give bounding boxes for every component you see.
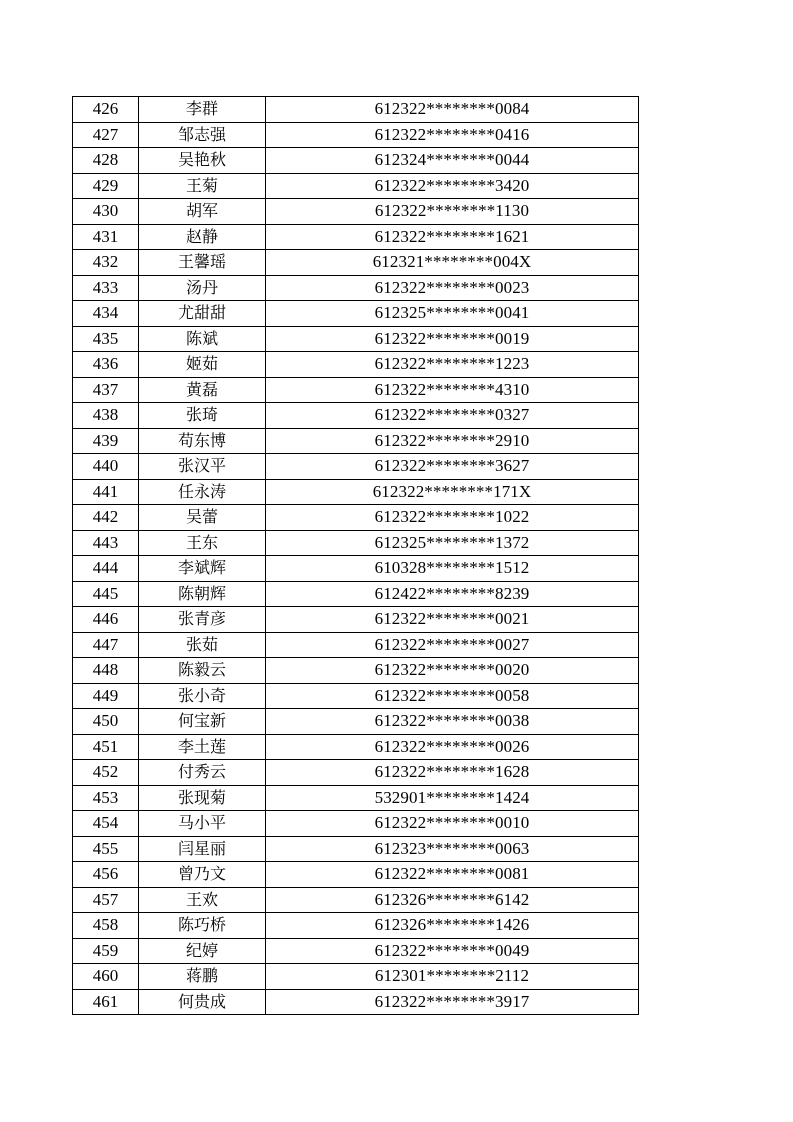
row-number-cell: 435 (73, 326, 139, 352)
name-cell: 陈巧桥 (139, 913, 266, 939)
name-cell: 李土莲 (139, 734, 266, 760)
id-number-cell: 612322********0084 (266, 97, 639, 123)
table-row (73, 454, 639, 480)
name-cell: 胡军 (139, 199, 266, 225)
table-row (73, 632, 639, 658)
row-number-cell: 440 (73, 454, 139, 480)
row-number-cell: 459 (73, 938, 139, 964)
row-number-cell: 452 (73, 760, 139, 786)
id-number-cell: 612322********3627 (266, 454, 639, 480)
table-row (73, 505, 639, 531)
row-number-cell: 427 (73, 122, 139, 148)
name-cell: 何贵成 (139, 989, 266, 1015)
id-number-cell: 612326********1426 (266, 913, 639, 939)
table-row (73, 403, 639, 429)
id-number-cell: 612322********1621 (266, 224, 639, 250)
row-number-cell: 455 (73, 836, 139, 862)
id-number-cell: 612321********004X (266, 250, 639, 276)
row-number-cell: 434 (73, 301, 139, 327)
roster-table (72, 96, 639, 1015)
row-number-cell: 457 (73, 887, 139, 913)
name-cell: 李群 (139, 97, 266, 123)
name-cell: 吴蕾 (139, 505, 266, 531)
name-cell: 王欢 (139, 887, 266, 913)
id-number-cell: 612322********0327 (266, 403, 639, 429)
table-row (73, 173, 639, 199)
row-number-cell: 453 (73, 785, 139, 811)
row-number-cell: 432 (73, 250, 139, 276)
table-row (73, 275, 639, 301)
table-row (73, 938, 639, 964)
id-number-cell: 612322********1223 (266, 352, 639, 378)
table-row (73, 709, 639, 735)
row-number-cell: 439 (73, 428, 139, 454)
name-cell: 张青彦 (139, 607, 266, 633)
row-number-cell: 450 (73, 709, 139, 735)
id-number-cell: 612324********0044 (266, 148, 639, 174)
row-number-cell: 429 (73, 173, 139, 199)
name-cell: 张汉平 (139, 454, 266, 480)
table-row (73, 887, 639, 913)
row-number-cell: 454 (73, 811, 139, 837)
name-cell: 蒋鹏 (139, 964, 266, 990)
row-number-cell: 444 (73, 556, 139, 582)
table-row (73, 989, 639, 1015)
id-number-cell: 610328********1512 (266, 556, 639, 582)
id-number-cell: 612322********0010 (266, 811, 639, 837)
table-row (73, 836, 639, 862)
roster-table-body (73, 97, 639, 1015)
row-number-cell: 447 (73, 632, 139, 658)
row-number-cell: 431 (73, 224, 139, 250)
name-cell: 邹志强 (139, 122, 266, 148)
table-row (73, 734, 639, 760)
row-number-cell: 460 (73, 964, 139, 990)
row-number-cell: 456 (73, 862, 139, 888)
id-number-cell: 612301********2112 (266, 964, 639, 990)
table-row (73, 862, 639, 888)
table-row (73, 760, 639, 786)
name-cell: 王东 (139, 530, 266, 556)
id-number-cell: 612322********3917 (266, 989, 639, 1015)
name-cell: 黄磊 (139, 377, 266, 403)
row-number-cell: 430 (73, 199, 139, 225)
table-row (73, 479, 639, 505)
id-number-cell: 612322********0049 (266, 938, 639, 964)
table-row (73, 785, 639, 811)
name-cell: 汤丹 (139, 275, 266, 301)
id-number-cell: 612322********1628 (266, 760, 639, 786)
name-cell: 张小奇 (139, 683, 266, 709)
table-row (73, 352, 639, 378)
row-number-cell: 436 (73, 352, 139, 378)
name-cell: 王菊 (139, 173, 266, 199)
name-cell: 张茹 (139, 632, 266, 658)
row-number-cell: 442 (73, 505, 139, 531)
id-number-cell: 612322********0026 (266, 734, 639, 760)
row-number-cell: 443 (73, 530, 139, 556)
id-number-cell: 612322********1130 (266, 199, 639, 225)
name-cell: 付秀云 (139, 760, 266, 786)
row-number-cell: 438 (73, 403, 139, 429)
row-number-cell: 441 (73, 479, 139, 505)
id-number-cell: 612322********3420 (266, 173, 639, 199)
row-number-cell: 445 (73, 581, 139, 607)
id-number-cell: 612323********0063 (266, 836, 639, 862)
name-cell: 陈朝辉 (139, 581, 266, 607)
row-number-cell: 449 (73, 683, 139, 709)
row-number-cell: 437 (73, 377, 139, 403)
id-number-cell: 612322********0023 (266, 275, 639, 301)
table-row (73, 811, 639, 837)
id-number-cell: 612322********171X (266, 479, 639, 505)
table-row (73, 964, 639, 990)
name-cell: 纪婷 (139, 938, 266, 964)
id-number-cell: 612325********0041 (266, 301, 639, 327)
id-number-cell: 612322********1022 (266, 505, 639, 531)
row-number-cell: 446 (73, 607, 139, 633)
row-number-cell: 433 (73, 275, 139, 301)
name-cell: 李斌辉 (139, 556, 266, 582)
name-cell: 曾乃文 (139, 862, 266, 888)
name-cell: 尤甜甜 (139, 301, 266, 327)
table-row (73, 581, 639, 607)
id-number-cell: 532901********1424 (266, 785, 639, 811)
table-row (73, 530, 639, 556)
table-row (73, 148, 639, 174)
id-number-cell: 612325********1372 (266, 530, 639, 556)
id-number-cell: 612322********2910 (266, 428, 639, 454)
name-cell: 苟东博 (139, 428, 266, 454)
id-number-cell: 612422********8239 (266, 581, 639, 607)
name-cell: 马小平 (139, 811, 266, 837)
row-number-cell: 448 (73, 658, 139, 684)
table-row (73, 250, 639, 276)
name-cell: 任永涛 (139, 479, 266, 505)
table-row (73, 607, 639, 633)
row-number-cell: 428 (73, 148, 139, 174)
table-row (73, 428, 639, 454)
name-cell: 闫星丽 (139, 836, 266, 862)
table-row (73, 97, 639, 123)
id-number-cell: 612322********4310 (266, 377, 639, 403)
table-row (73, 377, 639, 403)
id-number-cell: 612322********0019 (266, 326, 639, 352)
name-cell: 赵静 (139, 224, 266, 250)
name-cell: 王馨瑶 (139, 250, 266, 276)
id-number-cell: 612322********0081 (266, 862, 639, 888)
row-number-cell: 458 (73, 913, 139, 939)
id-number-cell: 612322********0416 (266, 122, 639, 148)
id-number-cell: 612322********0038 (266, 709, 639, 735)
row-number-cell: 461 (73, 989, 139, 1015)
table-row (73, 301, 639, 327)
name-cell: 张现菊 (139, 785, 266, 811)
table-row (73, 913, 639, 939)
row-number-cell: 426 (73, 97, 139, 123)
table-row (73, 199, 639, 225)
name-cell: 张琦 (139, 403, 266, 429)
table-row (73, 658, 639, 684)
id-number-cell: 612322********0027 (266, 632, 639, 658)
name-cell: 陈毅云 (139, 658, 266, 684)
table-row (73, 326, 639, 352)
name-cell: 陈斌 (139, 326, 266, 352)
table-row (73, 122, 639, 148)
id-number-cell: 612326********6142 (266, 887, 639, 913)
id-number-cell: 612322********0020 (266, 658, 639, 684)
table-row (73, 224, 639, 250)
name-cell: 何宝新 (139, 709, 266, 735)
row-number-cell: 451 (73, 734, 139, 760)
table-row (73, 556, 639, 582)
table-row (73, 683, 639, 709)
id-number-cell: 612322********0021 (266, 607, 639, 633)
id-number-cell: 612322********0058 (266, 683, 639, 709)
name-cell: 姬茹 (139, 352, 266, 378)
name-cell: 吴艳秋 (139, 148, 266, 174)
